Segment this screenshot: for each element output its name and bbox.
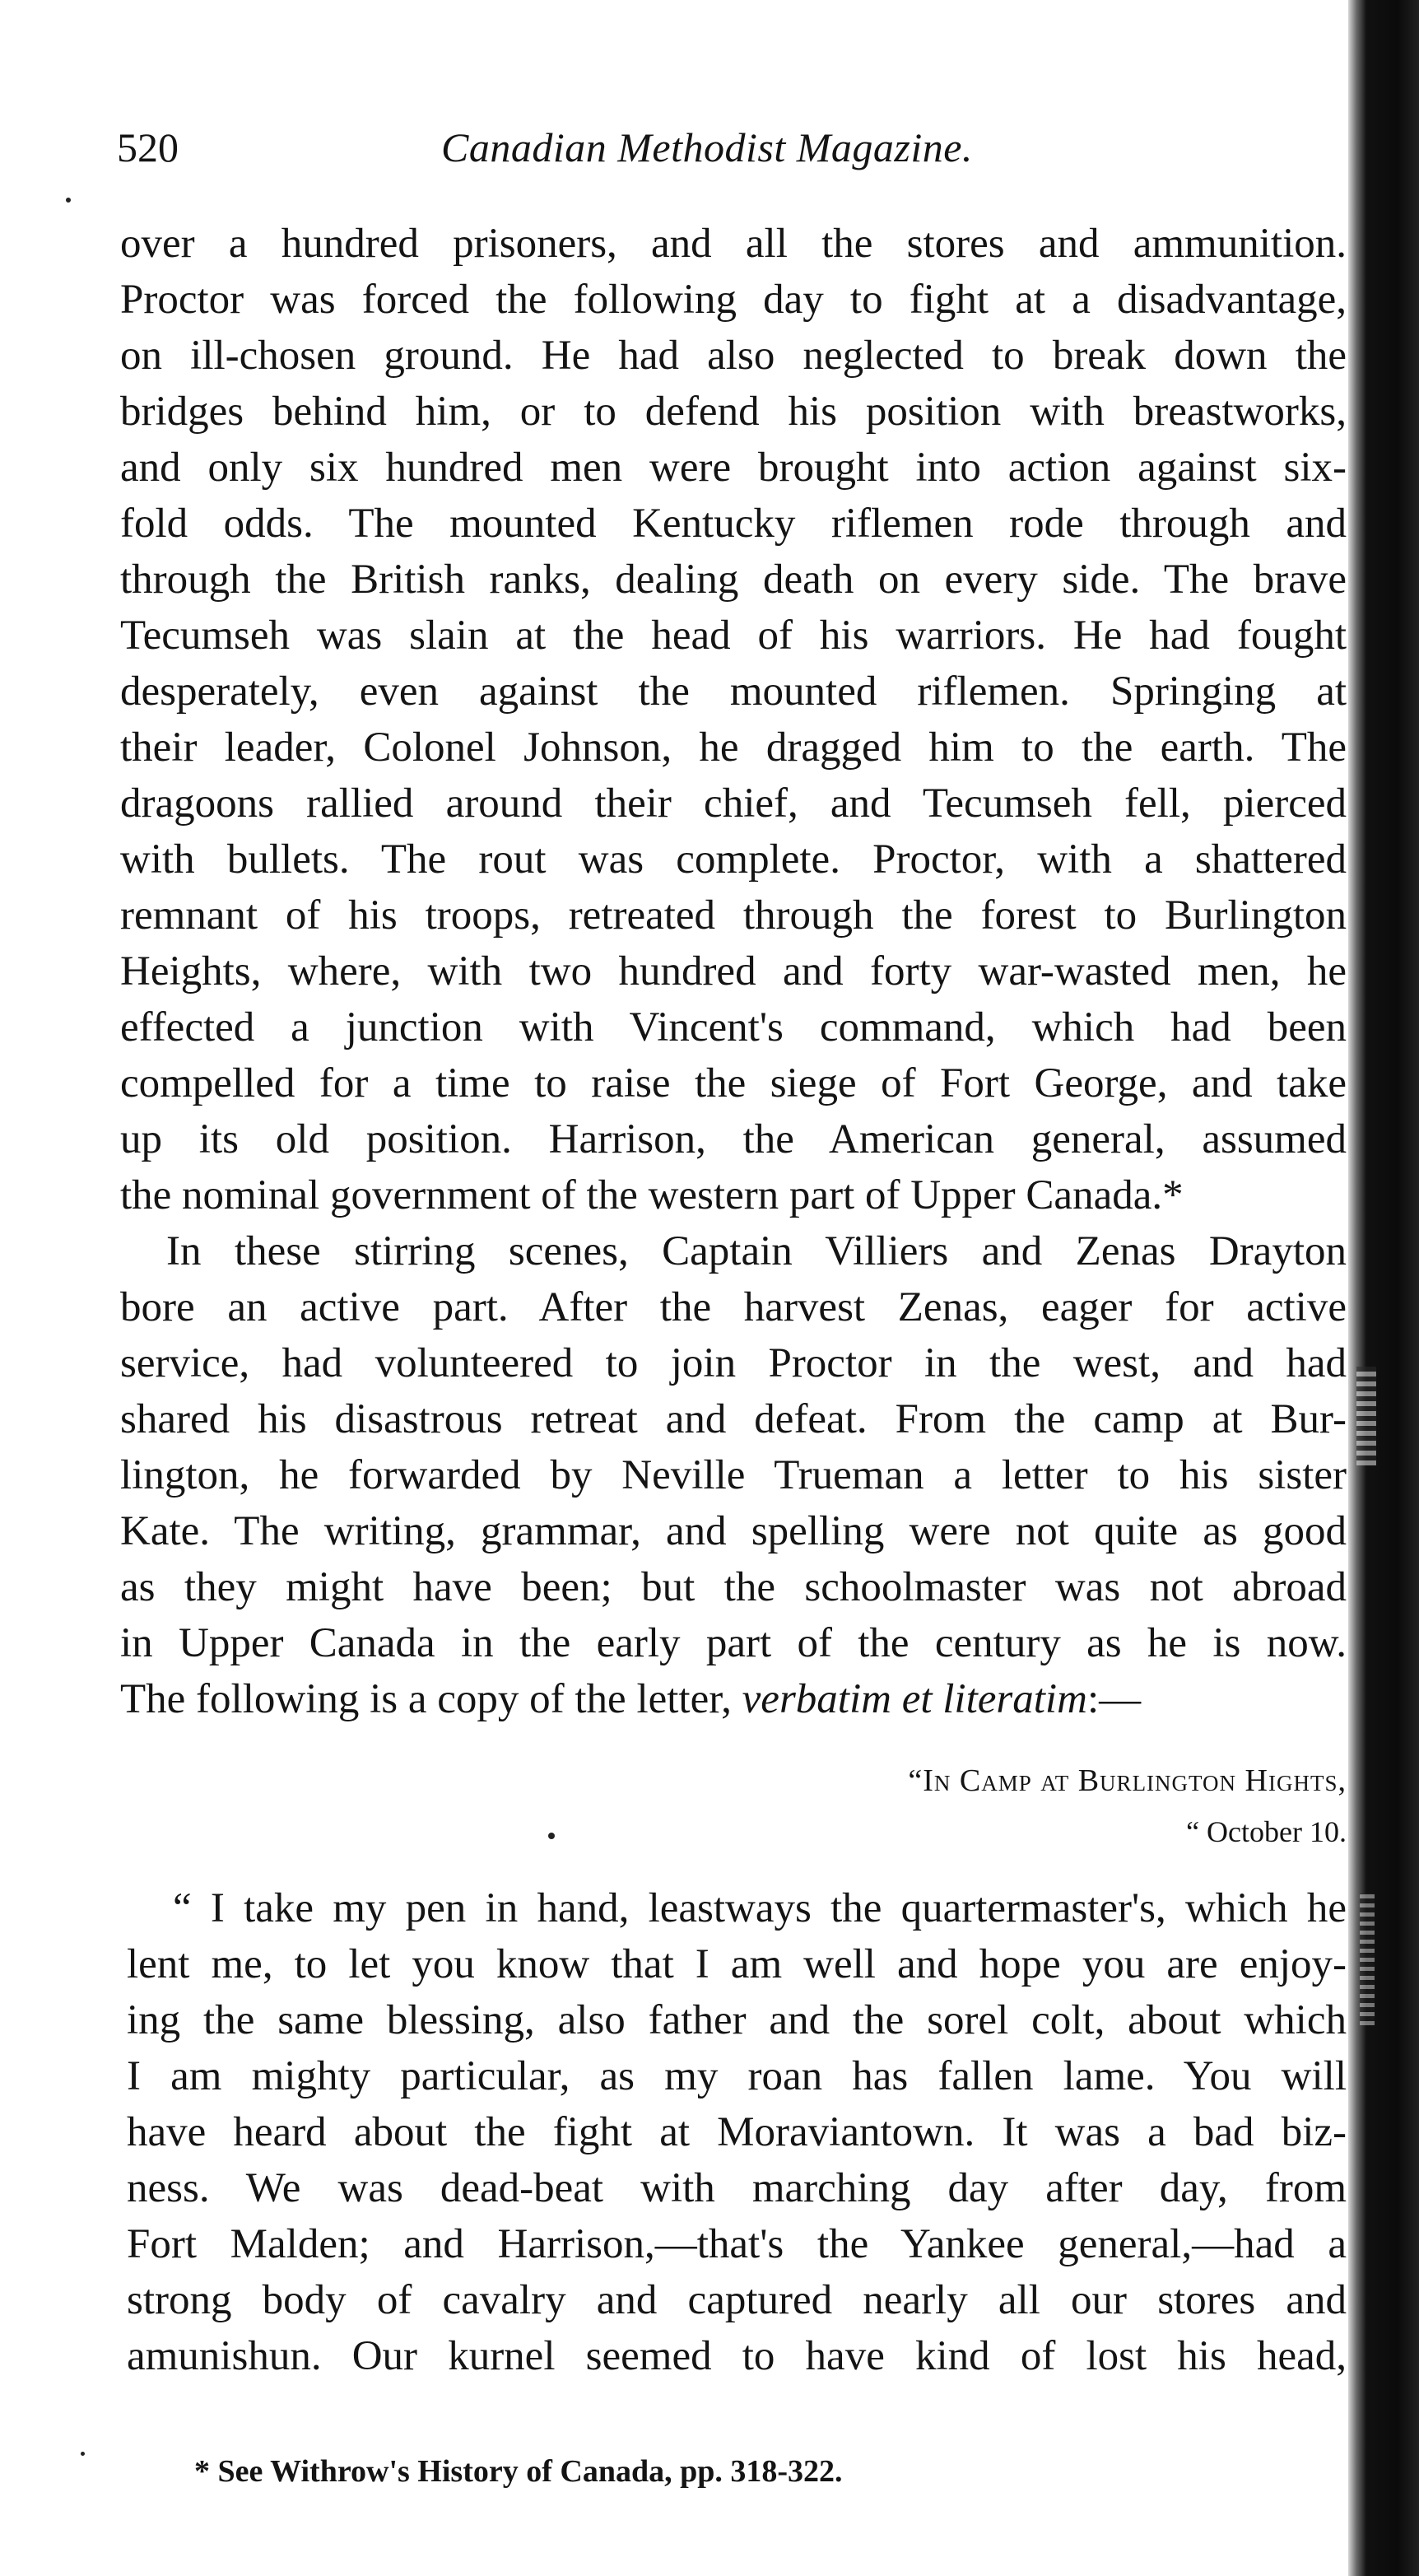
- letter-dateline-date: “ October 10.: [1186, 1815, 1347, 1848]
- text-line: fold odds. The mounted Kentucky riflemen rode through and: [120, 501, 1347, 547]
- letter-line: strong body of cavalry and captured nearly all our stores and: [127, 2277, 1347, 2323]
- letter-line: Fort Malden; and Harrison,—that's the Yankee general,—had a: [127, 2221, 1347, 2267]
- text-line: In these stirring scenes, Captain Villiers and Zenas Drayton: [166, 1228, 1347, 1274]
- text-line: Heights, where, with two hundred and forty war-wasted men, he: [120, 948, 1347, 995]
- text-line: Kate. The writing, grammar, and spelling were not quite as good: [120, 1508, 1347, 1554]
- print-speck: [81, 2452, 85, 2456]
- letter-line: amunishun. Our kurnel seemed to have kind of lost his head,: [127, 2333, 1347, 2379]
- letter-line: have heard about the fight at Moraviantown. It was a bad biz-: [127, 2109, 1347, 2155]
- text-line: bridges behind him, or to defend his position with breastworks,: [120, 389, 1347, 435]
- text-line: desperately, even against the mounted riflemen. Springing at: [120, 668, 1347, 715]
- text-line: effected a junction with Vincent's command, which had been: [120, 1004, 1347, 1050]
- text-line: their leader, Colonel Johnson, he dragged him to the earth. The: [120, 724, 1347, 771]
- page-header: [117, 119, 1319, 176]
- footnote: * See Withrow's History of Canada, pp. 318-322.: [194, 2454, 843, 2489]
- text-line: dragoons rallied around their chief, and Tecumseh fell, pierced: [120, 780, 1347, 827]
- text-line: as they might have been; but the schoolmaster was not abroad: [120, 1564, 1347, 1610]
- text-line: remnant of his troops, retreated through the forest to Burlington: [120, 892, 1347, 939]
- text-line: bore an active part. After the harvest Zenas, eager for active: [120, 1284, 1347, 1330]
- page-number: 520: [117, 124, 179, 170]
- text-line: through the British ranks, dealing death on every side. The brave: [120, 557, 1347, 603]
- text-line: in Upper Canada in the early part of the century as he is now.: [120, 1620, 1347, 1666]
- letter-line: I am mighty particular, as my roan has fallen lame. You will: [127, 2053, 1347, 2099]
- letter-line: “ I take my pen in hand, leastways the quartermaster's, which he: [173, 1885, 1347, 1931]
- text-line: shared his disastrous retreat and defeat. From the camp at Bur-: [120, 1396, 1347, 1442]
- running-title: Canadian Methodist Magazine.: [441, 124, 973, 170]
- print-speck: [66, 198, 71, 203]
- text-line: with bullets. The rout was complete. Proctor, with a shattered: [120, 836, 1347, 883]
- print-speck: [548, 1833, 555, 1839]
- text-line: the nominal government of the western part of Upper Canada.*: [120, 1172, 1184, 1218]
- italic-phrase: verbatim et literatim: [742, 1676, 1087, 1722]
- text-line: and only six hundred men were brought into action against six-: [120, 445, 1347, 491]
- text-line: on ill-chosen ground. He had also neglected to break down the: [120, 333, 1347, 379]
- text-line: Proctor was forced the following day to fight at a disadvantage,: [120, 277, 1347, 323]
- letter-text: [127, 1880, 1347, 2384]
- text-line: Tecumseh was slain at the head of his warriors. He had fought: [120, 613, 1347, 659]
- text-line: [120, 1671, 1347, 1727]
- text-line: over a hundred prisoners, and all the stores and ammunition.: [120, 221, 1347, 267]
- text-line: compelled for a time to raise the siege of Fort George, and take: [120, 1060, 1347, 1106]
- text-run: :—: [1086, 1676, 1142, 1722]
- main-text: [120, 216, 1347, 2384]
- scan-page-edge: [1348, 0, 1419, 2576]
- text-line: up its old position. Harrison, the American general, assumed: [120, 1116, 1347, 1162]
- text-line: lington, he forwarded by Neville Trueman a letter to his sister: [120, 1452, 1347, 1498]
- letter-dateline-place: “In Camp at Burlington Hights,: [908, 1763, 1347, 1798]
- letter-line: ness. We was dead-beat with marching day after day, from: [127, 2165, 1347, 2211]
- letter-line: ing the same blessing, also father and the sorel colt, about which: [127, 1997, 1347, 2043]
- letter-line: lent me, to let you know that I am well and hope you are enjoy-: [127, 1941, 1347, 1987]
- text-run: The following is a copy of the letter,: [120, 1676, 742, 1722]
- text-line: service, had volunteered to join Proctor in the west, and had: [120, 1340, 1347, 1386]
